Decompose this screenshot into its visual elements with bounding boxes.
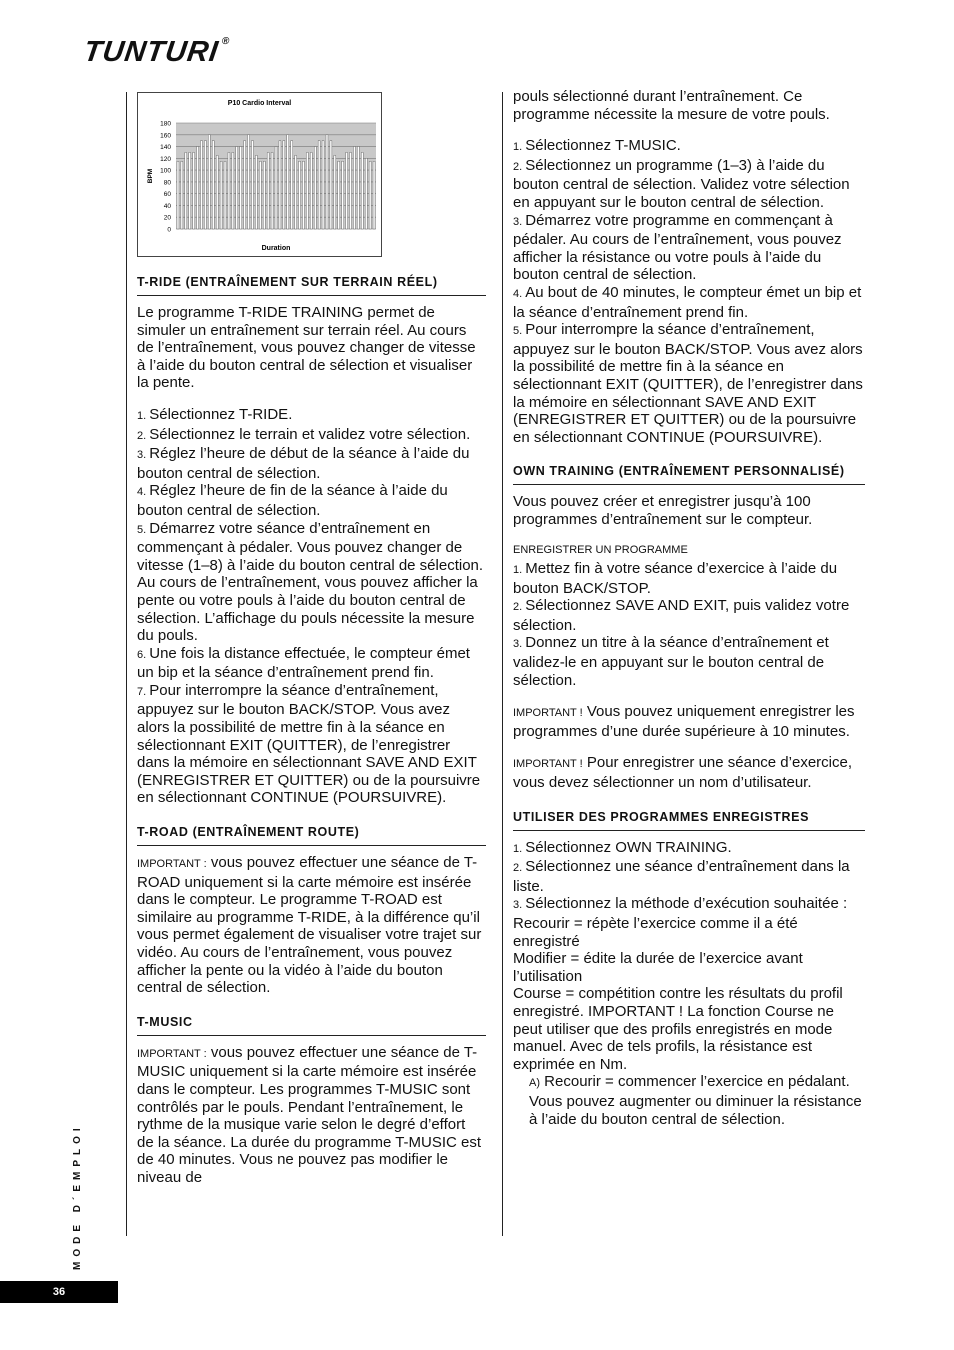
step-text: Sélectionnez OWN TRAINING. xyxy=(525,838,732,856)
bar xyxy=(314,147,316,229)
step-number: 1. xyxy=(137,409,150,422)
step-item xyxy=(137,520,486,645)
step-text: Pour interrompre la séance d’entraînement, appuyez sur le bouton BACK/STOP. Vous avez alors la possibilité de mettre fin à la séance en sélectionnant EXIT (QUITTER), de l’enregistrer dans la mémoire en sélectionnant SAVE AND EXIT (ENREGISTRER ET QUITTER) ou de la poursuivre en sélectionnant CONTINUE (POURSUIVRE). xyxy=(513,321,863,446)
step-item xyxy=(513,839,865,859)
use-steps xyxy=(513,839,865,915)
step-number: 5. xyxy=(513,325,526,338)
step-number: 2. xyxy=(137,429,150,442)
troad-text: IMPORTANT : vous pouvez effectuer une séance de T-ROAD uniquement si la carte mémoire est insérée dans le compteur. Le programme T-ROAD est similaire au programme T-RIDE, à la différence qu’il vous permet également de visualiser votre trajet sur vidéo. Au cours de l’entraînement, vous pouvez afficher la pente ou la vidéo à l’aide du bouton central de sélection. xyxy=(137,854,482,997)
bar xyxy=(299,161,301,229)
bar xyxy=(279,141,281,229)
step-text: Sélectionnez SAVE AND EXIT, puis validez votre sélection. xyxy=(513,597,850,634)
x-axis-label: Duration xyxy=(261,245,291,252)
bar xyxy=(310,152,312,229)
step-item xyxy=(513,212,865,284)
bar xyxy=(267,152,269,229)
step-text: Sélectionnez T-RIDE. xyxy=(149,405,293,423)
bar xyxy=(334,155,336,229)
step-text: Sélectionnez un programme (1–3) à l’aide du bouton central de sélection. Validez votre sélection en appuyant sur le bouton central de sélection. xyxy=(513,156,850,211)
bar xyxy=(275,147,277,229)
y-tick-label: 20 xyxy=(163,214,171,222)
step-item xyxy=(137,682,486,807)
tmusic-steps xyxy=(513,137,865,446)
bar xyxy=(189,152,191,229)
step-text: Réglez l’heure de fin de la séance à l’aide du bouton central de sélection. xyxy=(137,482,448,519)
y-tick-label: 160 xyxy=(160,132,171,140)
step-item xyxy=(513,321,865,446)
bar xyxy=(373,161,375,229)
own-subheading: ENREGISTRER UN PROGRAMME xyxy=(513,544,688,557)
step-text: Donnez un titre à la séance d’entraînement et validez-le en appuyant sur le bouton central de sélection. xyxy=(513,634,829,689)
tride-intro: Le programme T-RIDE TRAINING permet de simuler un entraînement sur terrain réel. Au cours de l’entraînement, vous pouvez changer de vitesse à l’aide du bouton central de sélection et visualiser la pente. xyxy=(137,304,476,392)
y-tick-label: 180 xyxy=(160,120,171,128)
step-number: 2. xyxy=(513,862,526,875)
troad-heading: T-ROAD (ENTRAÎNEMENT ROUTE) xyxy=(137,821,486,846)
tride-steps xyxy=(137,406,486,807)
bar xyxy=(201,141,203,229)
bar xyxy=(177,161,179,229)
bar xyxy=(330,141,332,229)
step-number: 2. xyxy=(513,601,526,614)
step-item xyxy=(513,284,865,321)
chart-svg xyxy=(138,93,381,256)
step-text: Pour interrompre la séance d’entraînement, appuyez sur le bouton BACK/STOP. Vous avez alors la possibilité de mettre fin à la séance en sélectionnant EXIT (QUITTER), de l’enregistrer dans la mémoire en sélectionnant SAVE AND EXIT (ENREGISTRER ET QUITTER) ou de la poursuivre en sélectionnant CONTINUE (POURSUIVRE). xyxy=(137,681,481,807)
bar xyxy=(212,141,214,229)
bar xyxy=(232,152,234,229)
bar xyxy=(240,147,242,229)
bar xyxy=(193,152,195,229)
step-item xyxy=(513,634,865,689)
bar xyxy=(228,152,230,229)
tmusic-heading: T-MUSIC xyxy=(137,1011,486,1036)
bar xyxy=(181,161,183,229)
bar xyxy=(255,155,257,229)
step-item xyxy=(513,137,865,157)
bar xyxy=(283,141,285,229)
step-number: 3. xyxy=(513,215,526,228)
bar xyxy=(204,141,206,229)
y-tick-label: 100 xyxy=(160,167,171,175)
bar xyxy=(361,152,363,229)
step-text: Sélectionnez la méthode d’exécution souhaitée : xyxy=(525,895,848,913)
sub-item-a: A) Recourir = commencer l’exercice en pédalant. Vous pouvez augmenter ou diminuer la résistance à l’aide du bouton central de sélection. xyxy=(529,1073,862,1128)
bar xyxy=(259,161,261,229)
step-text: Sélectionnez T-MUSIC. xyxy=(525,137,681,155)
step-number: 4. xyxy=(137,486,150,499)
bar xyxy=(208,135,210,229)
important-note-1: IMPORTANT ! Vous pouvez uniquement enregistrer les programmes d’une durée supérieure à 10 minutes. xyxy=(513,703,855,740)
bar xyxy=(220,161,222,229)
step-text: Sélectionnez le terrain et validez votre sélection. xyxy=(149,425,471,443)
tride-heading: T-RIDE (ENTRAÎNEMENT SUR TERRAIN RÉEL) xyxy=(137,271,486,296)
method-line: Course = compétition contre les résultats du profil enregistré. IMPORTANT ! La fonction Course ne peut utiliser que des profils enregistrés en mode manuel. Avec de tels profils, la résistance est exprimée en Nm. xyxy=(513,985,843,1073)
important-note-2: IMPORTANT ! Pour enregistrer une séance d’exercice, vous devez sélectionner un nom d’utilisateur. xyxy=(513,754,853,791)
bar xyxy=(291,141,293,229)
page-number: 36 xyxy=(0,1281,118,1303)
chart-title: P10 Cardio Interval xyxy=(227,100,292,107)
side-label: MODE D´EMPLOI xyxy=(72,1123,83,1270)
step-number: 7. xyxy=(137,685,150,698)
step-item xyxy=(513,895,865,915)
bar xyxy=(236,147,238,229)
bar xyxy=(185,152,187,229)
method-line: Recourir = répète l’exercice comme il a été enregistré xyxy=(513,914,798,950)
use-saved-heading: UTILISER DES PROGRAMMES ENREGISTRES xyxy=(513,806,865,831)
step-number: 6. xyxy=(137,648,150,661)
step-number: 5. xyxy=(137,523,150,536)
middle-column-rule xyxy=(502,92,503,1236)
y-tick-label: 140 xyxy=(160,144,171,152)
step-text: Démarrez votre séance d’entraînement en commençant à pédaler. Vous pouvez changer de vitesse (1–8) à l’aide du bouton central de sélection. Au cours de l’entraînement, vous pouvez afficher la pente ou votre pouls à l’aide du bouton central de sélection. L’affichage du pouls nécessite la mesure du pouls. xyxy=(137,519,484,645)
step-number: 1. xyxy=(513,842,526,855)
step-text: Une fois la distance effectuée, le compteur émet un bip et la séance d’entraînement prend fin. xyxy=(137,644,470,682)
bar xyxy=(224,161,226,229)
step-text: Mettez fin à votre séance d’exercice à l’aide du bouton BACK/STOP. xyxy=(513,560,838,597)
step-item xyxy=(137,445,486,482)
left-column xyxy=(137,92,486,1187)
bar xyxy=(338,161,340,229)
bar xyxy=(287,135,289,229)
step-item xyxy=(137,406,486,426)
step-item xyxy=(513,597,865,634)
method-line: Modifier = édite la durée de l’exercice avant l’utilisation xyxy=(513,950,803,985)
bar xyxy=(295,155,297,229)
bar xyxy=(244,141,246,229)
y-tick-label: 80 xyxy=(163,179,171,187)
tmusic-continued: pouls sélectionné durant l’entraînement. Ce programme nécessite la mesure de votre pouls. xyxy=(513,88,830,123)
step-text: Au bout de 40 minutes, le compteur émet un bip et la séance d’entraînement prend fin. xyxy=(513,283,862,321)
own-intro: Vous pouvez créer et enregistrer jusqu’à 100 programmes d’entraînement sur le compteur. xyxy=(513,493,813,528)
bar xyxy=(197,147,199,229)
bar xyxy=(251,141,253,229)
bar xyxy=(322,141,324,229)
bar xyxy=(346,152,348,229)
bar xyxy=(369,161,371,229)
bar xyxy=(326,135,328,229)
bar xyxy=(302,161,304,229)
use-lines xyxy=(513,915,865,1073)
y-tick-label: 0 xyxy=(167,226,171,234)
own-training-heading: OWN TRAINING (ENTRAÎNEMENT PERSONNALISÉ) xyxy=(513,460,865,485)
step-item xyxy=(137,482,486,519)
y-axis-label: BPM xyxy=(147,168,154,184)
step-number: 3. xyxy=(513,899,526,912)
y-tick-label: 60 xyxy=(163,191,171,199)
bar xyxy=(318,141,320,229)
step-item xyxy=(513,157,865,212)
y-tick-label: 40 xyxy=(163,202,171,210)
step-number: 3. xyxy=(137,449,150,462)
own-steps xyxy=(513,560,865,689)
step-number: 1. xyxy=(513,141,526,154)
bar xyxy=(350,152,352,229)
bar xyxy=(342,161,344,229)
step-text: Démarrez votre programme en commençant à pédaler. Au cours de l’entraînement, vous pouvez afficher la résistance ou votre pouls à l’aide du bouton central de sélection. xyxy=(513,211,842,284)
step-number: 2. xyxy=(513,160,526,173)
tmusic-text: IMPORTANT : vous pouvez effectuer une séance de T-MUSIC uniquement si la carte mémoire est insérée dans le compteur. Les programmes T-MUSIC sont contrôlés par le pouls. Pendant l’entraînement, le rythme de la musique varie selon le degré d’effort de la séance. La durée du programme T-MUSIC est de 40 minutes. Vous ne pouvez pas modifier le niveau de xyxy=(137,1043,482,1186)
bar xyxy=(306,152,308,229)
bar xyxy=(248,135,250,229)
bar xyxy=(357,147,359,229)
step-text: Sélectionnez une séance d’entraînement dans la liste. xyxy=(513,858,850,895)
step-item xyxy=(137,645,486,682)
step-number: 4. xyxy=(513,287,526,300)
bar xyxy=(353,147,355,229)
right-column xyxy=(513,88,865,1128)
bar xyxy=(365,158,367,229)
left-column-rule xyxy=(126,92,127,1236)
bar xyxy=(216,155,218,229)
y-tick-label: 120 xyxy=(160,155,171,163)
bar xyxy=(271,152,273,229)
tunturi-logo: TUNTURI® xyxy=(81,36,231,68)
step-number: 1. xyxy=(513,564,526,577)
step-number: 3. xyxy=(513,638,526,651)
step-item xyxy=(137,426,486,446)
step-item xyxy=(513,560,865,597)
step-text: Réglez l’heure de début de la séance à l’aide du bouton central de sélection. xyxy=(137,445,470,482)
p10-cardio-interval-chart xyxy=(137,92,382,257)
step-item xyxy=(513,858,865,895)
bar xyxy=(263,161,265,229)
